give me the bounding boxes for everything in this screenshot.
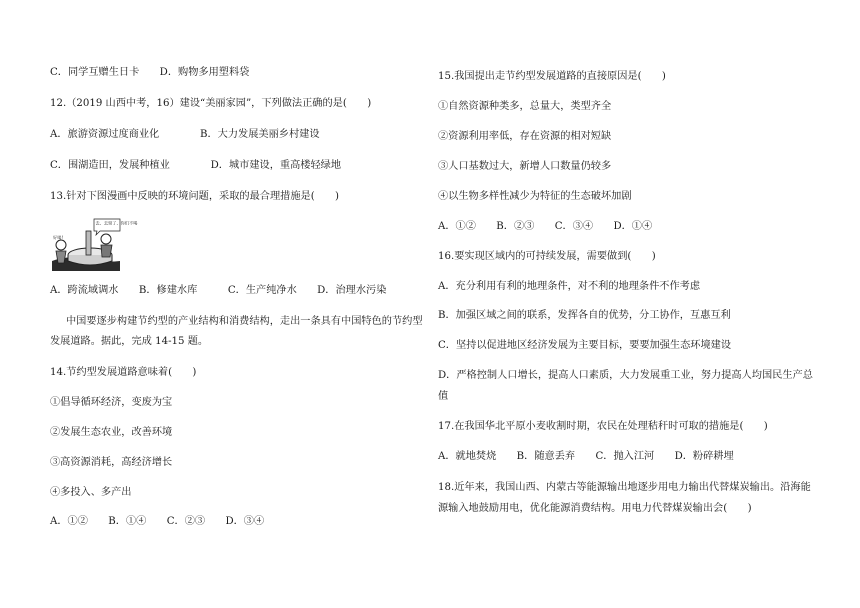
q16-option-b: B．加强区域之间的联系，发挥各自的优势，分工协作，互惠互利	[438, 310, 731, 321]
q16-stem: 16.要实现区域内的可持续发展，需要做到( )	[438, 251, 656, 262]
q14-options: A．①② B．①④ C．②③ D．③④	[50, 516, 265, 527]
q12-options-cd: C．围湖造田，发展种植业 D．城市建设，重高楼轻绿地	[50, 160, 342, 171]
q15-item-3: ③人口基数过大，新增人口数量仍较多	[438, 161, 612, 172]
q16-option-d-line-2: 值	[438, 391, 449, 402]
q13-options: A．跨流域调水 B．修建水库 C．生产纯净水 D．治理水污染	[50, 285, 387, 296]
q15-item-2: ②资源利用率低，存在资源的相对短缺	[438, 131, 612, 142]
q13-cartoon-bubble: 好喝!	[53, 235, 64, 240]
q12-options-ab: A．旅游资源过度商业化 B．大力发展美丽乡村建设	[50, 129, 320, 140]
passage-line-2: 发展道路。据此，完成 14-15 题。	[50, 336, 209, 347]
q14-item-2: ②发展生态农业，改善环境	[50, 427, 173, 438]
q15-stem: 15.我国提出走节约型发展道路的直接原因是( )	[438, 71, 666, 82]
q15-options: A．①② B．②③ C．③④ D．①④	[438, 221, 653, 232]
q15-item-1: ①自然资源种类多，总量大，类型齐全	[438, 101, 612, 112]
q14-item-4: ④多投入、多产出	[50, 487, 132, 498]
q14-stem: 14.节约型发展道路意味着( )	[50, 367, 197, 378]
q14-item-1: ①倡导循环经济，变废为宝	[50, 397, 173, 408]
q16-option-d-line-1: D．严格控制人口增长，提高人口素质，大力发展重工业，努力提高人均国民生产总	[438, 370, 813, 381]
q17-options: A．就地焚烧 B．随意丢弃 C．抛入江河 D．粉碎耕埋	[438, 451, 734, 462]
q11-options-cd: C．同学互赠生日卡 D．购物多用塑料袋	[50, 67, 250, 78]
q13-cartoon-caption: 去、去留了、你们不喝	[95, 220, 138, 226]
q16-option-a: A．充分利用有利的地理条件，对不利的地理条件不作考虑	[438, 281, 701, 292]
q17-stem: 17.在我国华北平原小麦收割时期，农民在处理秸秆时可取的措施是( )	[438, 421, 768, 432]
q14-item-3: ③高资源消耗，高经济增长	[50, 457, 173, 468]
q18-line-2: 源输入地鼓励用电，优化能源消费结构。用电力代替煤炭输出会( )	[438, 503, 752, 514]
q16-option-c: C．坚持以促进地区经济发展为主要目标，要要加强生态环境建设	[438, 340, 732, 351]
q12-stem: 12.（2019 山西中考，16）建设“美丽家园”，下列做法正确的是( )	[50, 98, 372, 109]
q18-line-1: 18.近年来，我国山西、内蒙古等能源输出地逐步用电力输出代替煤炭输出。沿海能	[438, 482, 811, 493]
q13-stem: 13.针对下图漫画中反映的环境问题，采取的最合理措施是( )	[50, 191, 340, 202]
passage-line-1: 中国要逐步构建节约型的产业结构和消费结构，走出一条具有中国特色的节约型	[66, 316, 423, 327]
q13-cartoon-image	[50, 217, 138, 273]
q15-item-4: ④以生物多样性减少为特征的生态破坏加剧	[438, 191, 632, 202]
